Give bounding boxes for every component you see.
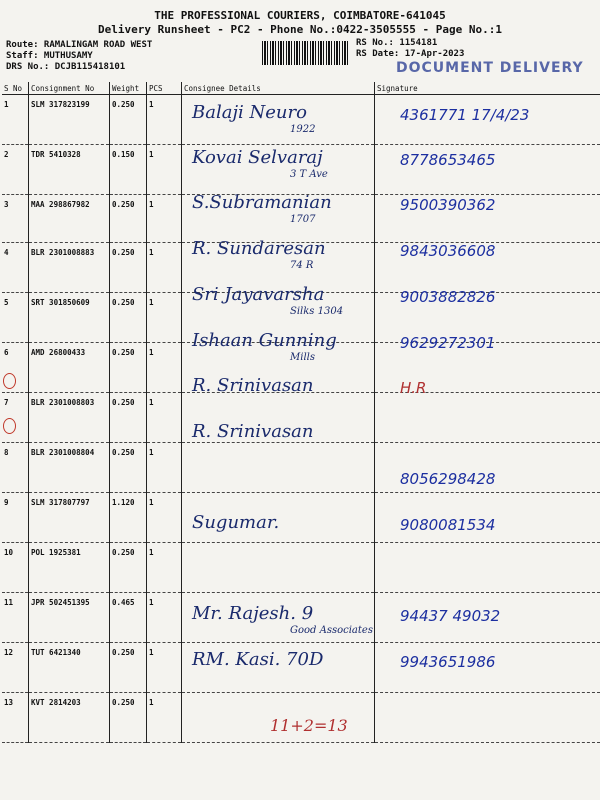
consignment-number: AMD 26800433	[29, 343, 110, 393]
consignment-number: BLR 2301008804	[29, 443, 110, 493]
signature-text: 9843036608	[400, 242, 496, 260]
consignee-name: Mr. Rajesh. 9	[192, 603, 314, 624]
col-consignment: Consignment No	[29, 82, 110, 95]
pcs: 1	[147, 593, 182, 643]
row-sno: 9	[2, 493, 29, 543]
row-sno: 7	[2, 393, 29, 443]
consignee-address: Silks 1304	[290, 306, 344, 317]
consignment-number: TUT 6421340	[29, 643, 110, 693]
row-sno: 10	[2, 543, 29, 593]
consignee-address: Mills	[290, 352, 315, 363]
signature-text: 9003882826	[400, 288, 496, 306]
consignee-name: R. Srinivasan	[192, 421, 314, 442]
document-delivery-stamp: DOCUMENT DELIVERY	[396, 60, 584, 76]
rs-date: RS Date: 17-Apr-2023	[356, 49, 465, 59]
table-row	[2, 443, 600, 493]
col-consignee: Consignee Details	[182, 82, 375, 95]
route-label: Route: RAMALINGAM ROAD WEST	[6, 40, 153, 50]
row-sno: 8	[2, 443, 29, 493]
table-row	[2, 543, 600, 593]
weight: 0.250	[110, 693, 147, 743]
runsheet-title: Delivery Runsheet - PC2 - Phone No.:0422-3505555 - Page No.:1	[98, 23, 502, 36]
row-sno: 1	[2, 95, 29, 145]
signature-text: 9500390362	[400, 196, 496, 214]
pcs: 1	[147, 443, 182, 493]
col-sno: S No	[2, 82, 29, 95]
weight: 0.250	[110, 393, 147, 443]
signature-text: H.R	[400, 379, 427, 397]
col-pcs: PCS	[147, 82, 182, 95]
signature-text: 9080081534	[400, 516, 496, 534]
company-title: THE PROFESSIONAL COURIERS, COIMBATORE-641045	[154, 9, 446, 22]
consignee-name: S.Subramanian	[192, 192, 332, 213]
consignment-number: BLR 2301008803	[29, 393, 110, 443]
drs-number: DRS No.: DCJB115418101	[6, 62, 126, 72]
row-8-mark	[3, 418, 16, 434]
consignee-cell	[182, 443, 375, 493]
pcs: 1	[147, 693, 182, 743]
signature-text: 94437 49032	[400, 607, 501, 625]
consignee-name: Ishaan Gunning	[192, 330, 337, 351]
consignment-number: SLM 317807797	[29, 493, 110, 543]
footer-note: 11+2=13	[270, 716, 348, 735]
consignee-address: Good Associates	[290, 625, 373, 636]
row-sno: 5	[2, 293, 29, 343]
signature-text: 4361771 17/4/23	[400, 106, 530, 124]
runsheet-table	[2, 82, 600, 743]
consignee-name: R. Sundaresan	[192, 238, 326, 259]
consignment-number: TDR 5410328	[29, 145, 110, 195]
consignee-name: R. Srinivasan	[192, 375, 314, 396]
signature-text: 9943651986	[400, 653, 496, 671]
weight: 0.250	[110, 543, 147, 593]
consignment-number: POL 1925381	[29, 543, 110, 593]
weight: 0.465	[110, 593, 147, 643]
weight: 0.250	[110, 195, 147, 243]
signature-cell	[375, 693, 600, 743]
weight: 0.250	[110, 643, 147, 693]
row-sno: 11	[2, 593, 29, 643]
pcs: 1	[147, 493, 182, 543]
consignment-number: JPR 502451395	[29, 593, 110, 643]
weight: 0.250	[110, 443, 147, 493]
col-signature: Signature	[375, 82, 600, 95]
signature-text: 8778653465	[400, 151, 496, 169]
signature-cell	[375, 543, 600, 593]
consignee-address: 74 R	[290, 260, 314, 271]
pcs: 1	[147, 243, 182, 293]
consignee-name: Balaji Neuro	[192, 102, 307, 123]
consignee-address: 1922	[290, 124, 316, 135]
pcs: 1	[147, 343, 182, 393]
weight: 0.150	[110, 145, 147, 195]
pcs: 1	[147, 95, 182, 145]
row-sno: 12	[2, 643, 29, 693]
weight: 0.250	[110, 243, 147, 293]
row-7-mark	[3, 373, 16, 389]
consignment-number: SRT 301850609	[29, 293, 110, 343]
weight: 0.250	[110, 95, 147, 145]
weight: 1.120	[110, 493, 147, 543]
row-sno: 13	[2, 693, 29, 743]
pcs: 1	[147, 643, 182, 693]
pcs: 1	[147, 293, 182, 343]
consignment-number: KVT 2814203	[29, 693, 110, 743]
consignee-cell	[182, 543, 375, 593]
weight: 0.250	[110, 293, 147, 343]
row-sno: 3	[2, 195, 29, 243]
weight: 0.250	[110, 343, 147, 393]
consignee-address: 3 T Ave	[290, 169, 328, 180]
consignee-name: Sugumar.	[192, 512, 280, 533]
rs-number: RS No.: 1154181	[356, 38, 438, 48]
signature-text: 9629272301	[400, 334, 496, 352]
pcs: 1	[147, 393, 182, 443]
signature-text: 8056298428	[400, 470, 496, 488]
signature-cell	[375, 393, 600, 443]
consignment-number: SLM 317823199	[29, 95, 110, 145]
consignee-name: RM. Kasi. 70D	[192, 649, 324, 670]
consignee-name: Kovai Selvaraj	[192, 147, 323, 168]
staff-label: Staff: MUTHUSAMY	[6, 51, 93, 61]
barcode	[262, 41, 350, 65]
consignee-name: Sri Jayavarsha	[192, 284, 325, 305]
pcs: 1	[147, 543, 182, 593]
table-row	[2, 493, 600, 543]
row-sno: 6	[2, 343, 29, 393]
col-weight: Weight	[110, 82, 147, 95]
consignment-number: MAA 298867982	[29, 195, 110, 243]
row-sno: 2	[2, 145, 29, 195]
pcs: 1	[147, 195, 182, 243]
pcs: 1	[147, 145, 182, 195]
consignment-number: BLR 2301008883	[29, 243, 110, 293]
row-sno: 4	[2, 243, 29, 293]
consignee-address: 1707	[290, 214, 316, 225]
